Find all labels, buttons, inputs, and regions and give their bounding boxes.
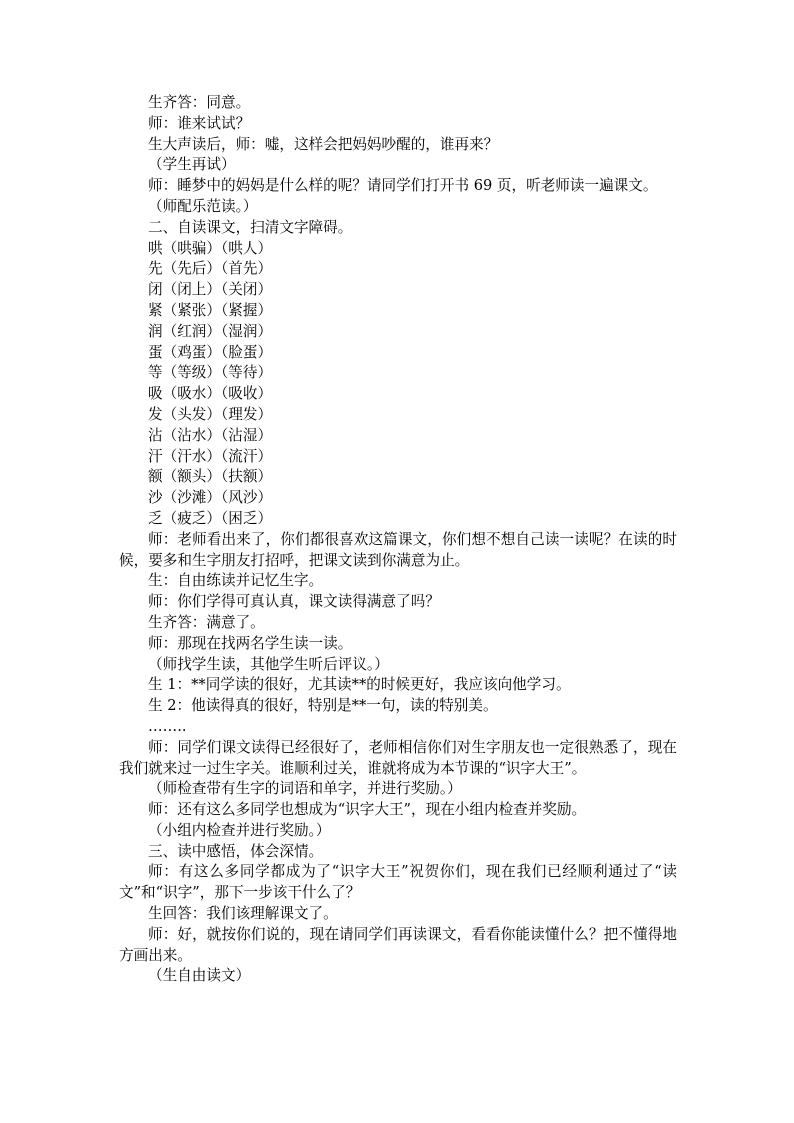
- paragraph: 师：好，就按你们说的，现在请同学们再读课文，看看你能读懂什么？把不懂得地方画出来。: [119, 925, 677, 964]
- paragraph: 生大声读后，师：嘘，这样会把妈妈吵醒的，谁再来？: [148, 135, 499, 153]
- paragraph: 生回答：我们该理解课文了。: [148, 905, 338, 923]
- paragraph: （生自由读文）: [148, 967, 251, 985]
- paragraph: 生齐答：满意了。: [148, 613, 265, 631]
- paragraph: 师：老师看出来了，你们都很喜欢这篇课文，你们想不想自己读一读呢？在读的时候，要多和生字朋友打招呼，把课文读到你满意为止。: [119, 530, 677, 569]
- vocab-line: 先（先后）（首先）: [148, 260, 273, 278]
- vocab-line: 沾（沾水）（沾湿）: [148, 426, 273, 444]
- paragraph: （师配乐范读。）: [148, 197, 258, 215]
- paragraph: 生：自由练读并记忆生字。: [148, 572, 324, 590]
- lesson-transcript: [119, 93, 677, 987]
- paragraph: 生 1：**同学读的很好，尤其读**的时候更好，我应该向他学习。: [148, 676, 571, 694]
- paragraph: （师检查带有生字的词语和单字，并进行奖励。）: [148, 780, 462, 798]
- vocab-line: 等（等级）（等待）: [148, 364, 273, 382]
- paragraph: 师：那现在找两名学生读一读。: [148, 634, 353, 652]
- vocab-line: 吸（吸水）（吸收）: [148, 385, 273, 403]
- ellipsis-line: ……..: [148, 717, 187, 735]
- vocab-line: 额（额头）（扶额）: [148, 468, 273, 486]
- vocab-line: 蛋（鸡蛋）（脸蛋）: [148, 343, 273, 361]
- vocab-line: 乏（疲乏）（困乏）: [148, 509, 273, 527]
- section-heading: 二、自读课文，扫清文字障碍。: [148, 218, 353, 236]
- paragraph: （师找学生读，其他学生听后评议。）: [148, 655, 389, 673]
- paragraph: 师：睡梦中的妈妈是什么样的呢？请同学们打开书 69 页，听老师读一遍课文。: [148, 177, 658, 195]
- paragraph: 师：同学们课文读得已经很好了，老师相信你们对生字朋友也一定很熟悉了，现在我们就来过一过生字关。谁顺利过关，谁就将成为本节课的“识字大王”。: [119, 738, 677, 777]
- vocab-line: 发（头发）（理发）: [148, 405, 273, 423]
- paragraph: 生齐答：同意。: [148, 94, 251, 111]
- paragraph: （学生再试）: [148, 156, 236, 174]
- vocab-line: 闭（闭上）（关闭）: [148, 281, 273, 299]
- paragraph: 生 2：他读得真的很好，特别是**一句，读的特别美。: [148, 697, 498, 715]
- paragraph: （小组内检查并进行奖励。）: [148, 821, 331, 839]
- vocab-line: 紧（紧张）（紧握）: [148, 301, 273, 319]
- vocab-line: 沙（沙滩）（风沙）: [148, 489, 273, 507]
- paragraph: 师：还有这么多同学也想成为“识字大王”，现在小组内检查并奖励。: [148, 801, 587, 819]
- section-heading: 三、读中感悟，体会深情。: [148, 842, 324, 860]
- paragraph: 师：有这么多同学都成为了“识字大王”祝贺你们，现在我们已经顺利通过了“读文”和“识字”，那下一步该干什么了？: [119, 863, 677, 902]
- paragraph: 师：谁来试试？: [148, 114, 251, 132]
- vocab-line: 润（红润）（湿润）: [148, 322, 273, 340]
- vocab-line: 哄（哄骗）（哄人）: [148, 239, 273, 257]
- vocab-line: 汗（汗水）（流汗）: [148, 447, 273, 465]
- paragraph: 师：你们学得可真认真，课文读得满意了吗？: [148, 593, 440, 611]
